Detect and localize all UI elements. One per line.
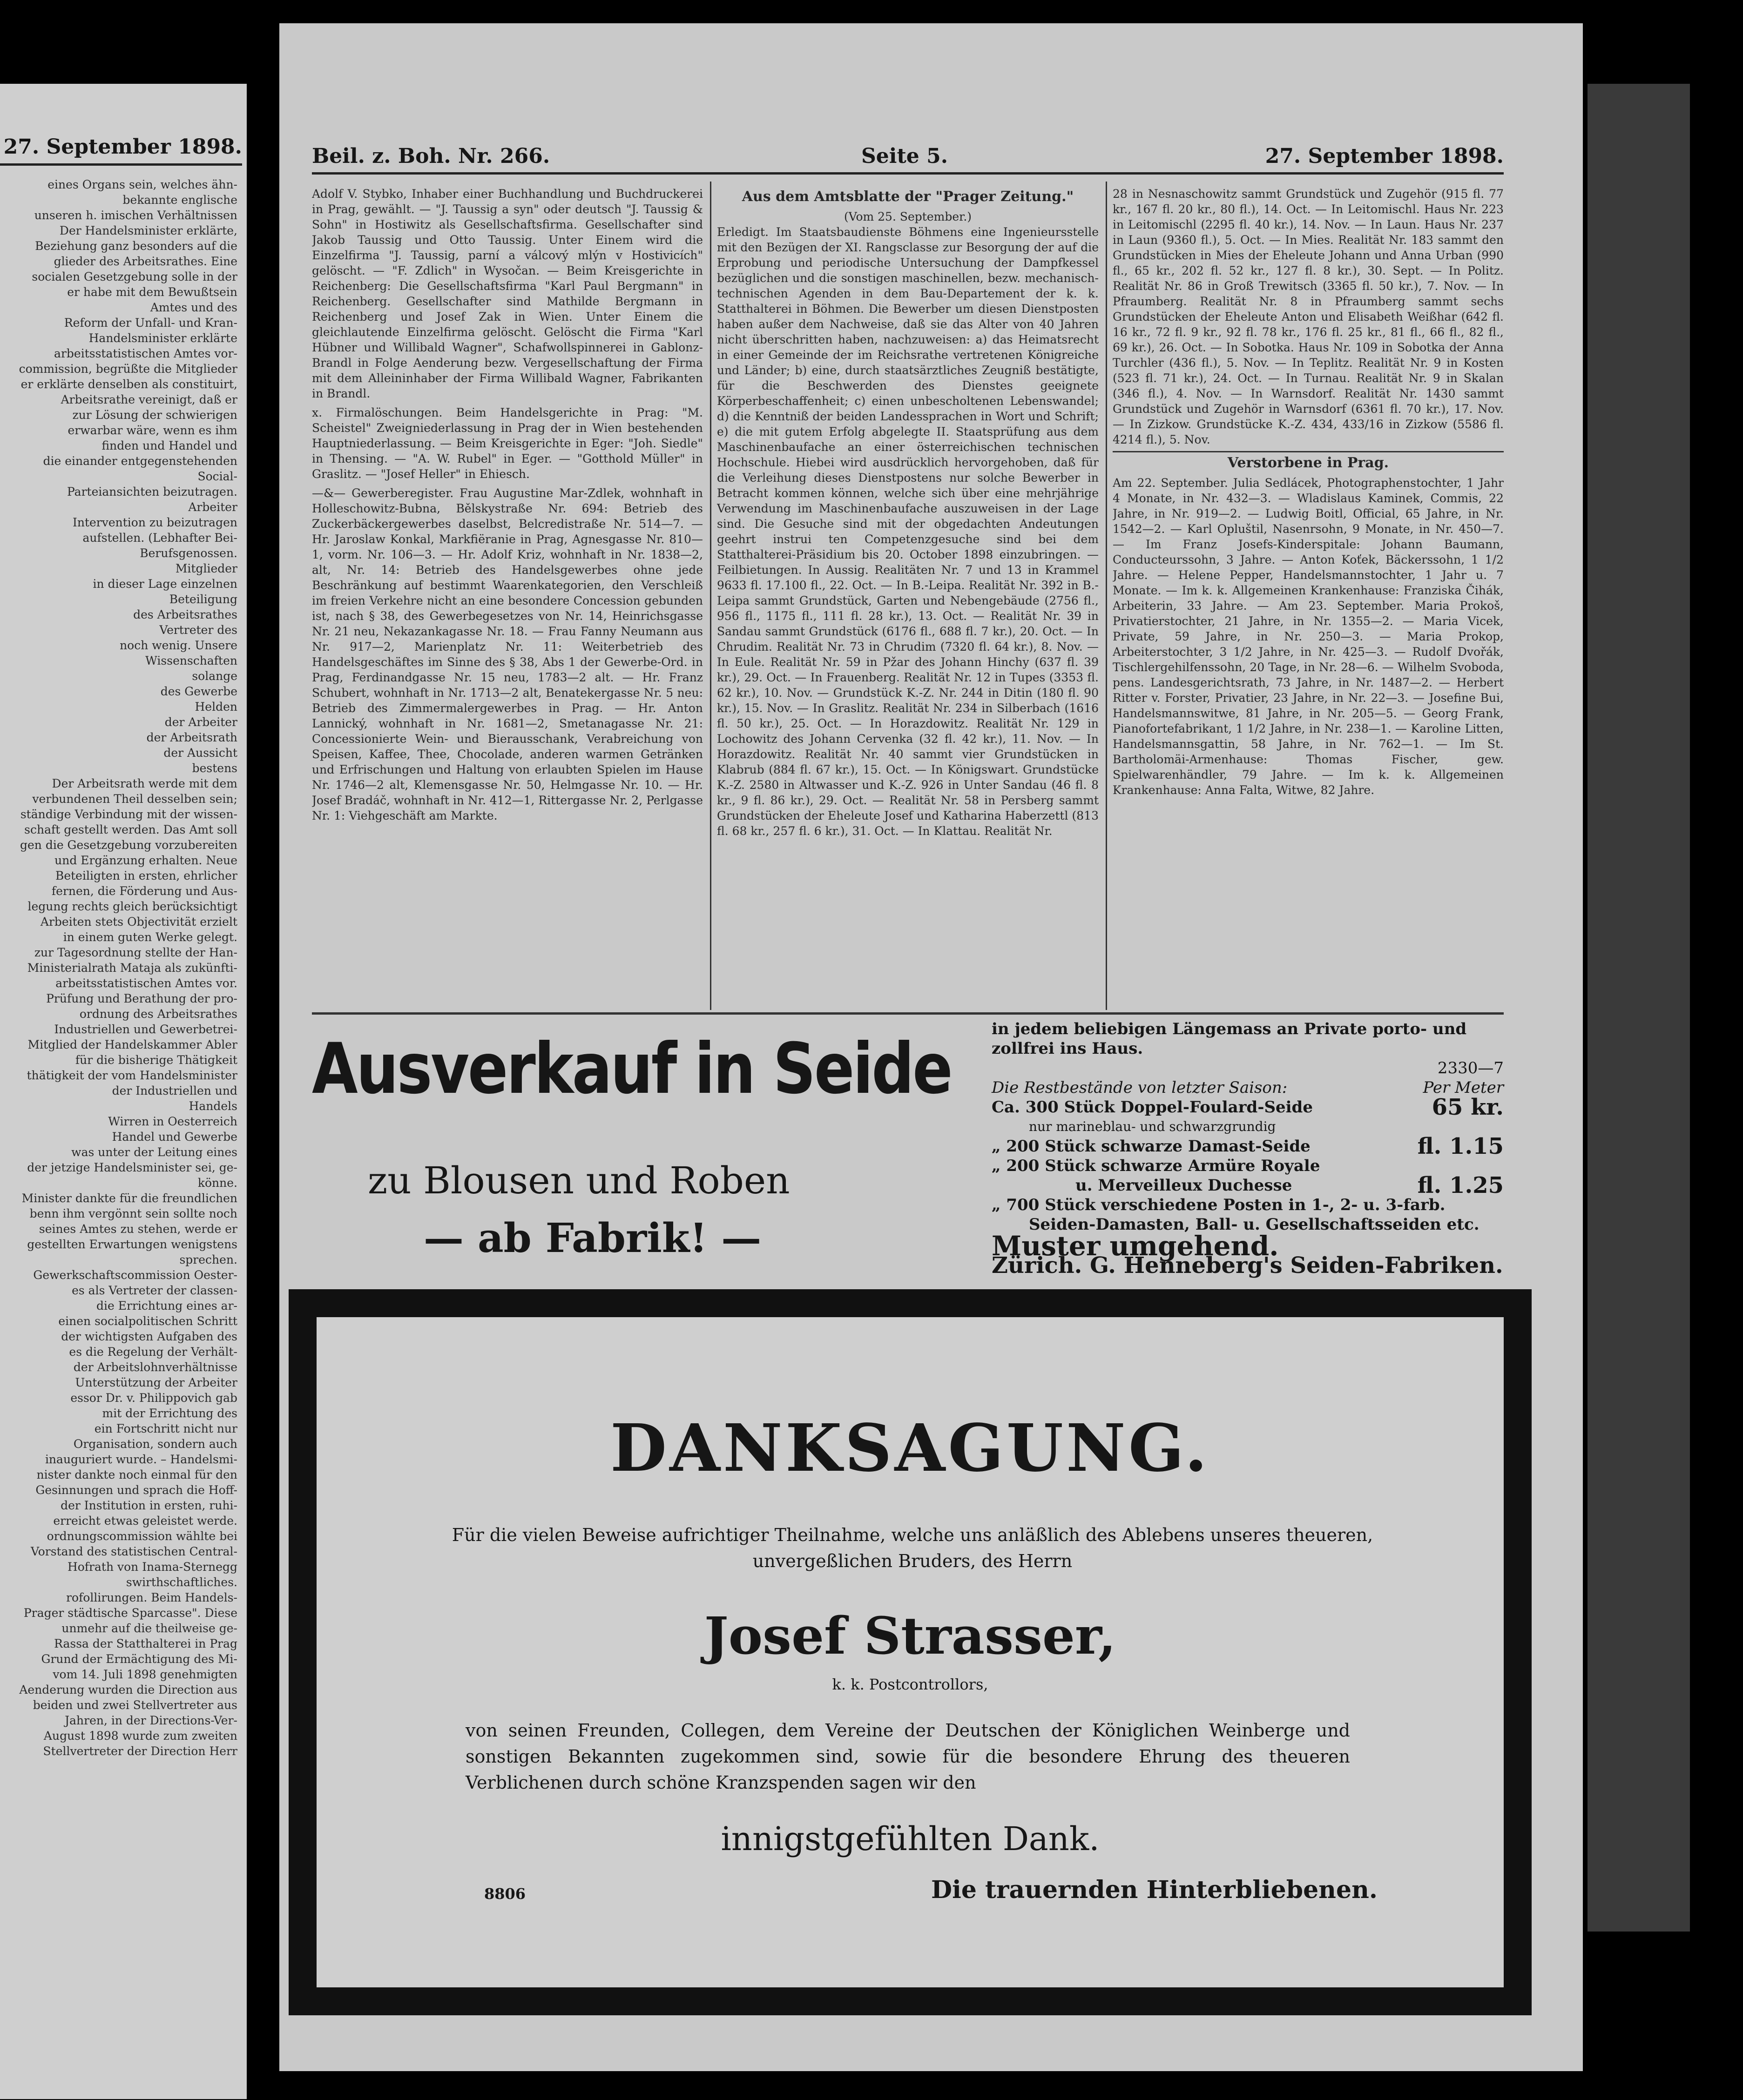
ad-item: „ 200 Stück schwarze Armüre Royale — [992, 1157, 1320, 1175]
ad-item: Ca. 300 Stück Doppel-Foulard-Seide — [992, 1098, 1313, 1117]
col2-text: Erledigt. Im Staatsbaudienste Böhmens eine Ingenieursstelle mit den Bezügen der XI. Rangsclasse zur Besorgung der auf die Erprobung und periodische Untersuchung der Dampfkessel bezüglichen und die sonstigen maschinellen, bezw. mechanisch-technischen Agenden in dem Bau-Departement der k. k. Statthalterei in Böhmen. Die Bewerber um diesen Dienstposten haben außer dem Nachweise, daß sie das Alter von 40 Jahren nicht überschritten haben, nachzuweisen: a) das Heimatsrecht in einer Gemeinde der im Reichsrathe vertretenen Königreiche und Länder; b) eine, durch staatsärztliches Zeugniß bestätigte, für die Beschwerden des Dienstes geeignete Körperbeschaffenheit; c) einen unbescholtenen Lebenswandel; d) die Kenntniß der beiden Landessprachen in Wort und Schrift; e) die mit gutem Erfolg abgelegte II. Staatsprüfung aus dem Maschinenbaufache an einer österreichischen technischen Hochschule. Hiebei wird ausdrücklich hervorgehoben, daß für die Verleihung dieses Dienstpostens nur solche Bewerber in Betracht kommen können, welche sich über eine mehrjährige Verwendung im Maschinenbaufache auszuweisen in der Lage sind. Die Gesuche sind mit der obgedachten Andeutungen geehrt instrui ten Competenzgesuche sind bei dem Statthalterei-Präsidium bis 20. October 1898 einzubringen. — Feilbietungen. In Aussig. Realitäten Nr. 7 und 13 in Krammel 9633 fl. 17.100 fl., 22. Oct. — In B.-Leipa. Realität Nr. 392 in B.-Leipa sammt Grundstück, Garten und Nebengebäude (2756 fl., 956 fl., 1175 fl., 111 fl. 28 kr.), 13. Oct. — Realität Nr. 39 in Sandau sammt Grundstück (6176 fl., 688 fl. 7 kr.), 20. Oct. — In Chrudim. Realität Nr. 73 in Chrudim (7320 fl. 64 kr.), 8. Nov. — In Eule. Realität Nr. 59 in Pžar des Johann Hinchy (637 fl. 39 kr.), 29. Oct. — In Frauenberg. Realität Nr. 12 in Tupes (3353 fl. 62 kr.), 10. Nov. — Grundstück K.-Z. Nr. 244 in Ditin (180 fl. 90 kr.), 15. Nov. — In Graslitz. Realität Nr. 234 in Silberbach (1616 fl. 50 kr.), 25. Oct. — In Horazdowitz. Realität Nr. 129 in Lochowitz des Johann Cervenka (32 fl. 42 kr.), 11. Nov. — In Horazdowitz. Realität Nr. 40 sammt vier Grundstücken in Klabrub (884 fl. 67 kr.), 15. Oct. — In Königswart. Grundstücke K.-Z. 2580 in Altwasser und K.-Z. 926 in Unter Sandau (46 fl. 8 kr., 9 fl. 86 kr.), 29. Oct. — Realität Nr. 58 in Persberg sammt Grundstücken der Eheleute Josef und Katharina Haberzettl (813 fl. 68 kr., 257 fl. 6 kr.), 31. Oct. — In Klattau. Realität Nr. — [717, 225, 1099, 838]
left-page-date: 27. September 1898. — [0, 135, 242, 166]
column-divider — [710, 182, 711, 1010]
page-header — [312, 140, 1504, 175]
notice-number: 8806 — [484, 1885, 526, 1903]
ad-price: fl. 1.25 — [1417, 1172, 1504, 1198]
notice-signature: Die trauernden Hinterbliebenen. — [931, 1876, 1378, 1904]
col3-divider — [1113, 451, 1504, 452]
ad-code: 2330—7 — [1437, 1059, 1504, 1077]
ad-subline: zu Blousen und Roben — [368, 1159, 790, 1202]
notice-intro: Für die vielen Beweise aufrichtiger Theilnahme, welche uns anläßlich des Ablebens unseres theueren, unvergeßlichen Bruders, des Herrn — [452, 1525, 1373, 1571]
notice-thanks: innigstgefühlten Dank. — [721, 1820, 1100, 1858]
col1-paragraph-1: Adolf V. Stybko, Inhaber einer Buchhandlung und Buchdruckerei in Prag, gewählt. — "J. Taussig a syn" oder deutsch "J. Taussig & Sohn" in Hostiwitz als Gesellschaftsfirma. Gesellschafter sind Jakob Taussig und Otto Taussig. Unter Einem wird die Einzelfirma "J. Taussig, parní a válcový mlýn v Hostivicích" gelöscht. — "F. Zdlich" in Wysočan. — Beim Kreisgerichte in Reichenberg: Die Gesellschaftsfirma "Karl Paul Bergmann" in Reichenberg. Gesellschafter sind Mathilde Bergmann in Reichenberg und Josef Zak in Wien. Unter Einem die gleichlautende Einzelfirma gelöscht. Gelöscht die Firma "Karl Hübner und Willibald Wagner", Schafwollspinnerei in Gablonz-Brandl in Folge Aenderung bezw. Vergesellschaftung der Firma mit dem Alleininhaber der Firma Willibald Wagner, Fabrikanten in Brandl. — [312, 187, 703, 400]
left-page-fragment — [0, 84, 247, 2099]
ad-price-list — [992, 1019, 1504, 1279]
page-issue: Beil. z. Boh. Nr. 266. — [312, 144, 550, 168]
page-number: Seite 5. — [861, 144, 948, 168]
ad-firm: Zürich. G. Henneberg's Seiden-Fabriken. — [992, 1252, 1503, 1279]
thanks-notice — [289, 1289, 1532, 2015]
ad-headline: Ausverkauf in Seide — [312, 1029, 952, 1110]
col3-auctions: 28 in Nesnaschowitz sammt Grundstück und Zugehör (915 fl. 77 kr., 167 fl. 20 kr., 80 fl.), 14. Oct. — In Leitomischl. Haus Nr. 223 in Leitomischl (2295 fl. 40 kr.), 14. Nov. — In Laun. Haus Nr. 237 in Laun (9360 fl.), 5. Oct. — In Mies. Realität Nr. 183 sammt den Grundstücken in Mies der Eheleute Johann und Anna Urban (990 fl., 65 kr., 202 fl. 52 kr., 127 fl. 8 kr.), 30. Sept. — In Politz. Realität Nr. 86 in Groß Trewitsch (3365 fl. 50 kr.), 7. Nov. — In Pfraumberg. Realität Nr. 8 in Pfraumberg sammt sechs Grundstücken der Eheleute Anton und Elisabeth Weißhar (642 fl. 16 kr., 72 fl. 9 kr., 92 fl. 78 kr., 176 fl. 25 kr., 81 fl., 66 fl., 82 fl., 69 kr.), 26. Oct. — In Sobotka. Haus Nr. 109 in Sobotka der Anna Turchler (436 fl.), 5. Nov. — In Teplitz. Realität Nr. 9 in Kosten (523 fl. 71 kr.), 24. Oct. — In Turnau. Realität Nr. 9 in Skalan (346 fl.), 4. Nov. — In Warnsdorf. Realität Nr. 1430 sammt Grundstück und Zugehör in Warnsdorf (6361 fl. 70 kr.), 17. Nov. — In Zizkow. Grundstücke K.-Z. 434, 433/16 in Zizkow (5586 fl. 4214 fl.), 5. Nov. — [1113, 187, 1504, 446]
ad-item: Seiden-Damasten, Ball- u. Gesellschaftsseiden etc. — [1029, 1215, 1480, 1234]
ad-intro: in jedem beliebigen Längemass an Private porto- und zollfrei ins Haus. — [992, 1020, 1467, 1058]
notice-body: von seinen Freunden, Collegen, dem Vereine der Deutschen der Königlichen Weinberge und sonstigen Bekannten zugekommen sind, sowie für die besondere Ehrung des theueren Verblichenen durch schöne Kranzspenden sagen wir den — [466, 1720, 1350, 1793]
ad-item: „ 700 Stück verschiedene Posten in 1-, 2- u. 3-farb. — [992, 1196, 1446, 1214]
ad-saison: Die Restbestände von letzter Saison: — [992, 1078, 1288, 1097]
ad-price: 65 kr. — [1432, 1094, 1504, 1120]
ad-muster: Muster umgehend. — [992, 1230, 1279, 1262]
ad-per-meter: Per Meter — [1423, 1078, 1504, 1097]
silk-advertisement — [312, 1019, 1504, 1289]
col3-heading: Verstorbene in Prag. — [1227, 455, 1389, 471]
col1-paragraph-3: —&— Gewerberegister. Frau Augustine Mar-Zdlek, wohnhaft in Holleschowitz-Bubna, Bělskystraße Nr. 694: Betrieb des Zuckerbäckergewerbes daselbst, Belcredistraße Nr. 514—7. — Hr. Jaroslaw Konkal, Markfiëranie in Prag, Agnesgasse Nr. 810—1, vorm. Nr. 106—3. — Hr. Adolf Kriz, wohnhaft in Nr. 1838—2, alt, Nr. 14: Betrieb des Handelsgewerbes ohne jede Beschränkung auf bestimmt Waarenkategorien, den Verschleiß im freien Verkehre nicht an eine besondere Concession gebunden ist, nach § 38, des Gewerbegesetzes von Nr. 14, Heinrichsgasse Nr. 21 neu, Nekazankagasse Nr. 18. — Frau Fanny Neumann aus Nr. 917—2, Marienplatz Nr. 11: Weiterbetrieb des Handelsgeschäftes im Sinne des § 38, Abs 1 der Gewerbe-Ord. in Prag, Ferdinandgasse Nr. 15 neu, 1783—2 alt. — Hr. Franz Schubert, wohnhaft in Nr. 1713—2 alt, Benatekergasse Nr. 5 neu: Betrieb des Zimmermalergewerbes in Prag. — Hr. Anton Lannický, wohnhaft in Nr. 1681—2, Smetanagasse Nr. 21: Concessionierte Wein- und Bierausschank, Verabreichung von Speisen, Kaffee, Thee, Chocolade, anderen warmen Getränken und Erfrischungen und Haltung von erlaubten Spielen im Hause Nr. 1746—2 alt, Klemensgasse Nr. 50, Helmgasse Nr. 10. — Hr. Josef Bradáč, wohnhaft in Nr. 412—1, Rittergasse Nr. 2, Perlgasse Nr. 1: Viehgeschäft am Markte. — [312, 486, 703, 822]
notice-name: Josef Strasser, — [704, 1606, 1116, 1666]
col2-subheading: (Vom 25. September.) — [844, 210, 972, 223]
left-page-text: eines Organs sein, welches ähn- bekannte englische unseren h. imischen Verhältnissen Der Handelsminister erklärte, Beziehung ganz besonders auf die glieder des Arbeitsrathes. Eine socialen Gesetzgebung solle in der er habe mit dem Bewußtsein Amtes und des Reform der Unfall- und Kran- Handelsminister erklärte arbeitsstatistischen Amtes vor- commission, begrüßte die Mitglieder er erklärte denselben als constituirt, Arbeitsrathe vereinigt, daß er zur Lösung der schwierigen erwarbar wäre, wenn es ihm finden und Handel und die einander entgegenstehenden Social- Parteiansichten beizutragen. Arbeiter Intervention zu beizutragen aufstellen. (Lebhafter Bei- Berufsgenossen. Mitglieder in dieser Lage einzelnen Beteiligung des Arbeitsrathes Vertreter des noch wenig. Unsere Wissenschaften solange des Gewerbe Helden der Arbeiter der Arbeitsrath der Aussicht bestens Der Arbeitsrath werde mit dem verbundenen Theil desselben sein; ständige Verbindung mit der wissen- schaft gestellt werden. Das Amt soll gen die Gesetzgebung vorzubereiten und Ergänzung erhalten. Neue Beteiligten in ersten, ehrlicher fernen, die Förderung und Aus- legung rechts gleich berücksichtigt Arbeiten stets Objectivität erzielt in einem guten Werke gelegt. zur Tagesordnung stellte der Han- Ministerialrath Mataja als zukünfti- arbeitsstatistischen Amtes vor. Prüfung und Berathung der pro- ordnung des Arbeitsrathes Industriellen und Gewerbetrei- Mitglied der Handelskammer Abler für die bisherige Thätigkeit thätigkeit der vom Handelsminister der Industriellen und Handels Wirren in Oesterreich Handel und Gewerbe was unter der Leitung eines der jetzige Handelsminister sei, ge- könne. Minister dankte für die freundlichen benn ihm vergönnt sein sollte noch seines Amtes zu stehen, werde er gestellten Erwartungen wenigstens sprechen. Gewerkschaftscommission Oester- es als Vertreter der classen- die Errichtung eines ar- einen socialpolitischen Schritt der wichtigsten Aufgaben des es die Regelung der Verhält- der Arbeitslohnverhältnisse Unterstützung der Arbeiter essor Dr. v. Philippovich gab mit der Errichtung des ein Fortschritt nicht nur Organisation, sondern auch inauguriert wurde. – Handelsmi- nister dankte noch einmal für den Gesinnungen und sprach die Hoff- der Institution in ersten, ruhi- erreicht etwas geleistet werde. ordnungscommission wählte bei Vorstand des statistischen Central- Hofrath von Inama-Sternegg swirthschaftliches. rofollirungen. Beim Handels- Prager städtische Sparcasse". Diese unmehr auf die theilweise ge- Rassa der Statthalterei in Prag Grund der Ermächtigung des Mi- vom 14. Juli 1898 genehmigten Aenderung wurden die Direction aus beiden und zwei Stellvertreter aus Jahren, in der Directions-Ver- August 1898 wurde zum zweiten Stellvertreter der Direction Herr — [19, 178, 237, 1758]
column-2 — [717, 186, 1099, 1010]
section-divider — [312, 1012, 1504, 1015]
newspaper-page — [279, 23, 1583, 2071]
col3-deaths: Am 22. September. Julia Sedlácek, Photographenstochter, 1 Jahr 4 Monate, in Nr. 432—3. — Wladislaus Kaminek, Commis, 22 Jahre, in Nr. 919—2. — Ludwig Boitl, Official, 65 Jahre, in Nr. 1542—2. — Karl Opluštil, Nasenrsohn, 9 Monate, in Nr. 450—7. — Im Franz Josefs-Kinderspitale: Johann Baumann, Conducteurssohn, 3 Jahre. — Anton Koťek, Bäckerssohn, 1 1/2 Jahre. — Helene Pepper, Handelsmannstochter, 1 Jahr u. 7 Monate. — Im k. k. Allgemeinen Krankenhause: Franziska Čihák, Arbeiterin, 33 Jahre. — Am 23. September. Maria Prokoš, Privatierstochter, 21 Jahre, in Nr. 1355—2. — Maria Vicek, Private, 59 Jahre, in Nr. 250—3. — Maria Prokop, Arbeiterstochter, 3 1/2 Jahre, in Nr. 425—3. — Rudolf Dvořák, Tischlergehilfenssohn, 20 Tage, in Nr. 28—6. — Wilhelm Svoboda, pens. Landesgerichtsrath, 73 Jahre, in Nr. 1487—2. — Herbert Ritter v. Forster, Privatier, 23 Jahre, in Nr. 22—3. — Josefine Bui, Handelsmannswitwe, 81 Jahre, in Nr. 205—5. — Georg Frank, Pianofortefabrikant, 1 1/2 Jahre, in Nr. 238—1. — Karoline Litten, Handelsmannsgattin, 58 Jahre, in Nr. 762—1. — Im St. Bartholomäi-Armenhause: Thomas Fischer, gew. Spielwarenhändler, 79 Jahre. — Im k. k. Allgemeinen Krankenhause: Anna Falta, Witwe, 82 Jahre. — [1113, 476, 1504, 797]
ad-item: u. Merveilleux Duchesse — [1075, 1176, 1292, 1195]
ad-item: „ 200 Stück schwarze Damast-Seide — [992, 1137, 1311, 1156]
ad-price: fl. 1.15 — [1417, 1133, 1504, 1159]
notice-role: k. k. Postcontrollors, — [832, 1676, 988, 1693]
page-edge-strip — [1588, 84, 1690, 1932]
notice-title: DANKSAGUNG. — [610, 1410, 1210, 1487]
page-date: 27. September 1898. — [1265, 144, 1504, 168]
column-1 — [312, 186, 703, 1010]
ad-fabrik: — ab Fabrik! — — [424, 1215, 762, 1262]
column-3 — [1113, 186, 1504, 1010]
col1-paragraph-2: x. Firmalöschungen. Beim Handelsgerichte in Prag: "M. Scheistel" Zweigniederlassung in Prag der in Wien bestehenden Hauptniederlassung. — Beim Kreisgerichte in Eger: "Joh. Siedle" in Thensing. — "A. W. Rubel" in Eger. — "Gotthold Müller" in Graslitz. — "Josef Heller" in Ehiesch. — [312, 406, 703, 481]
ad-item: nur marineblau- und schwarzgrundig — [1029, 1119, 1276, 1134]
column-divider — [1106, 182, 1107, 1010]
col2-heading: Aus dem Amtsblatte der "Prager Zeitung." — [742, 188, 1074, 205]
